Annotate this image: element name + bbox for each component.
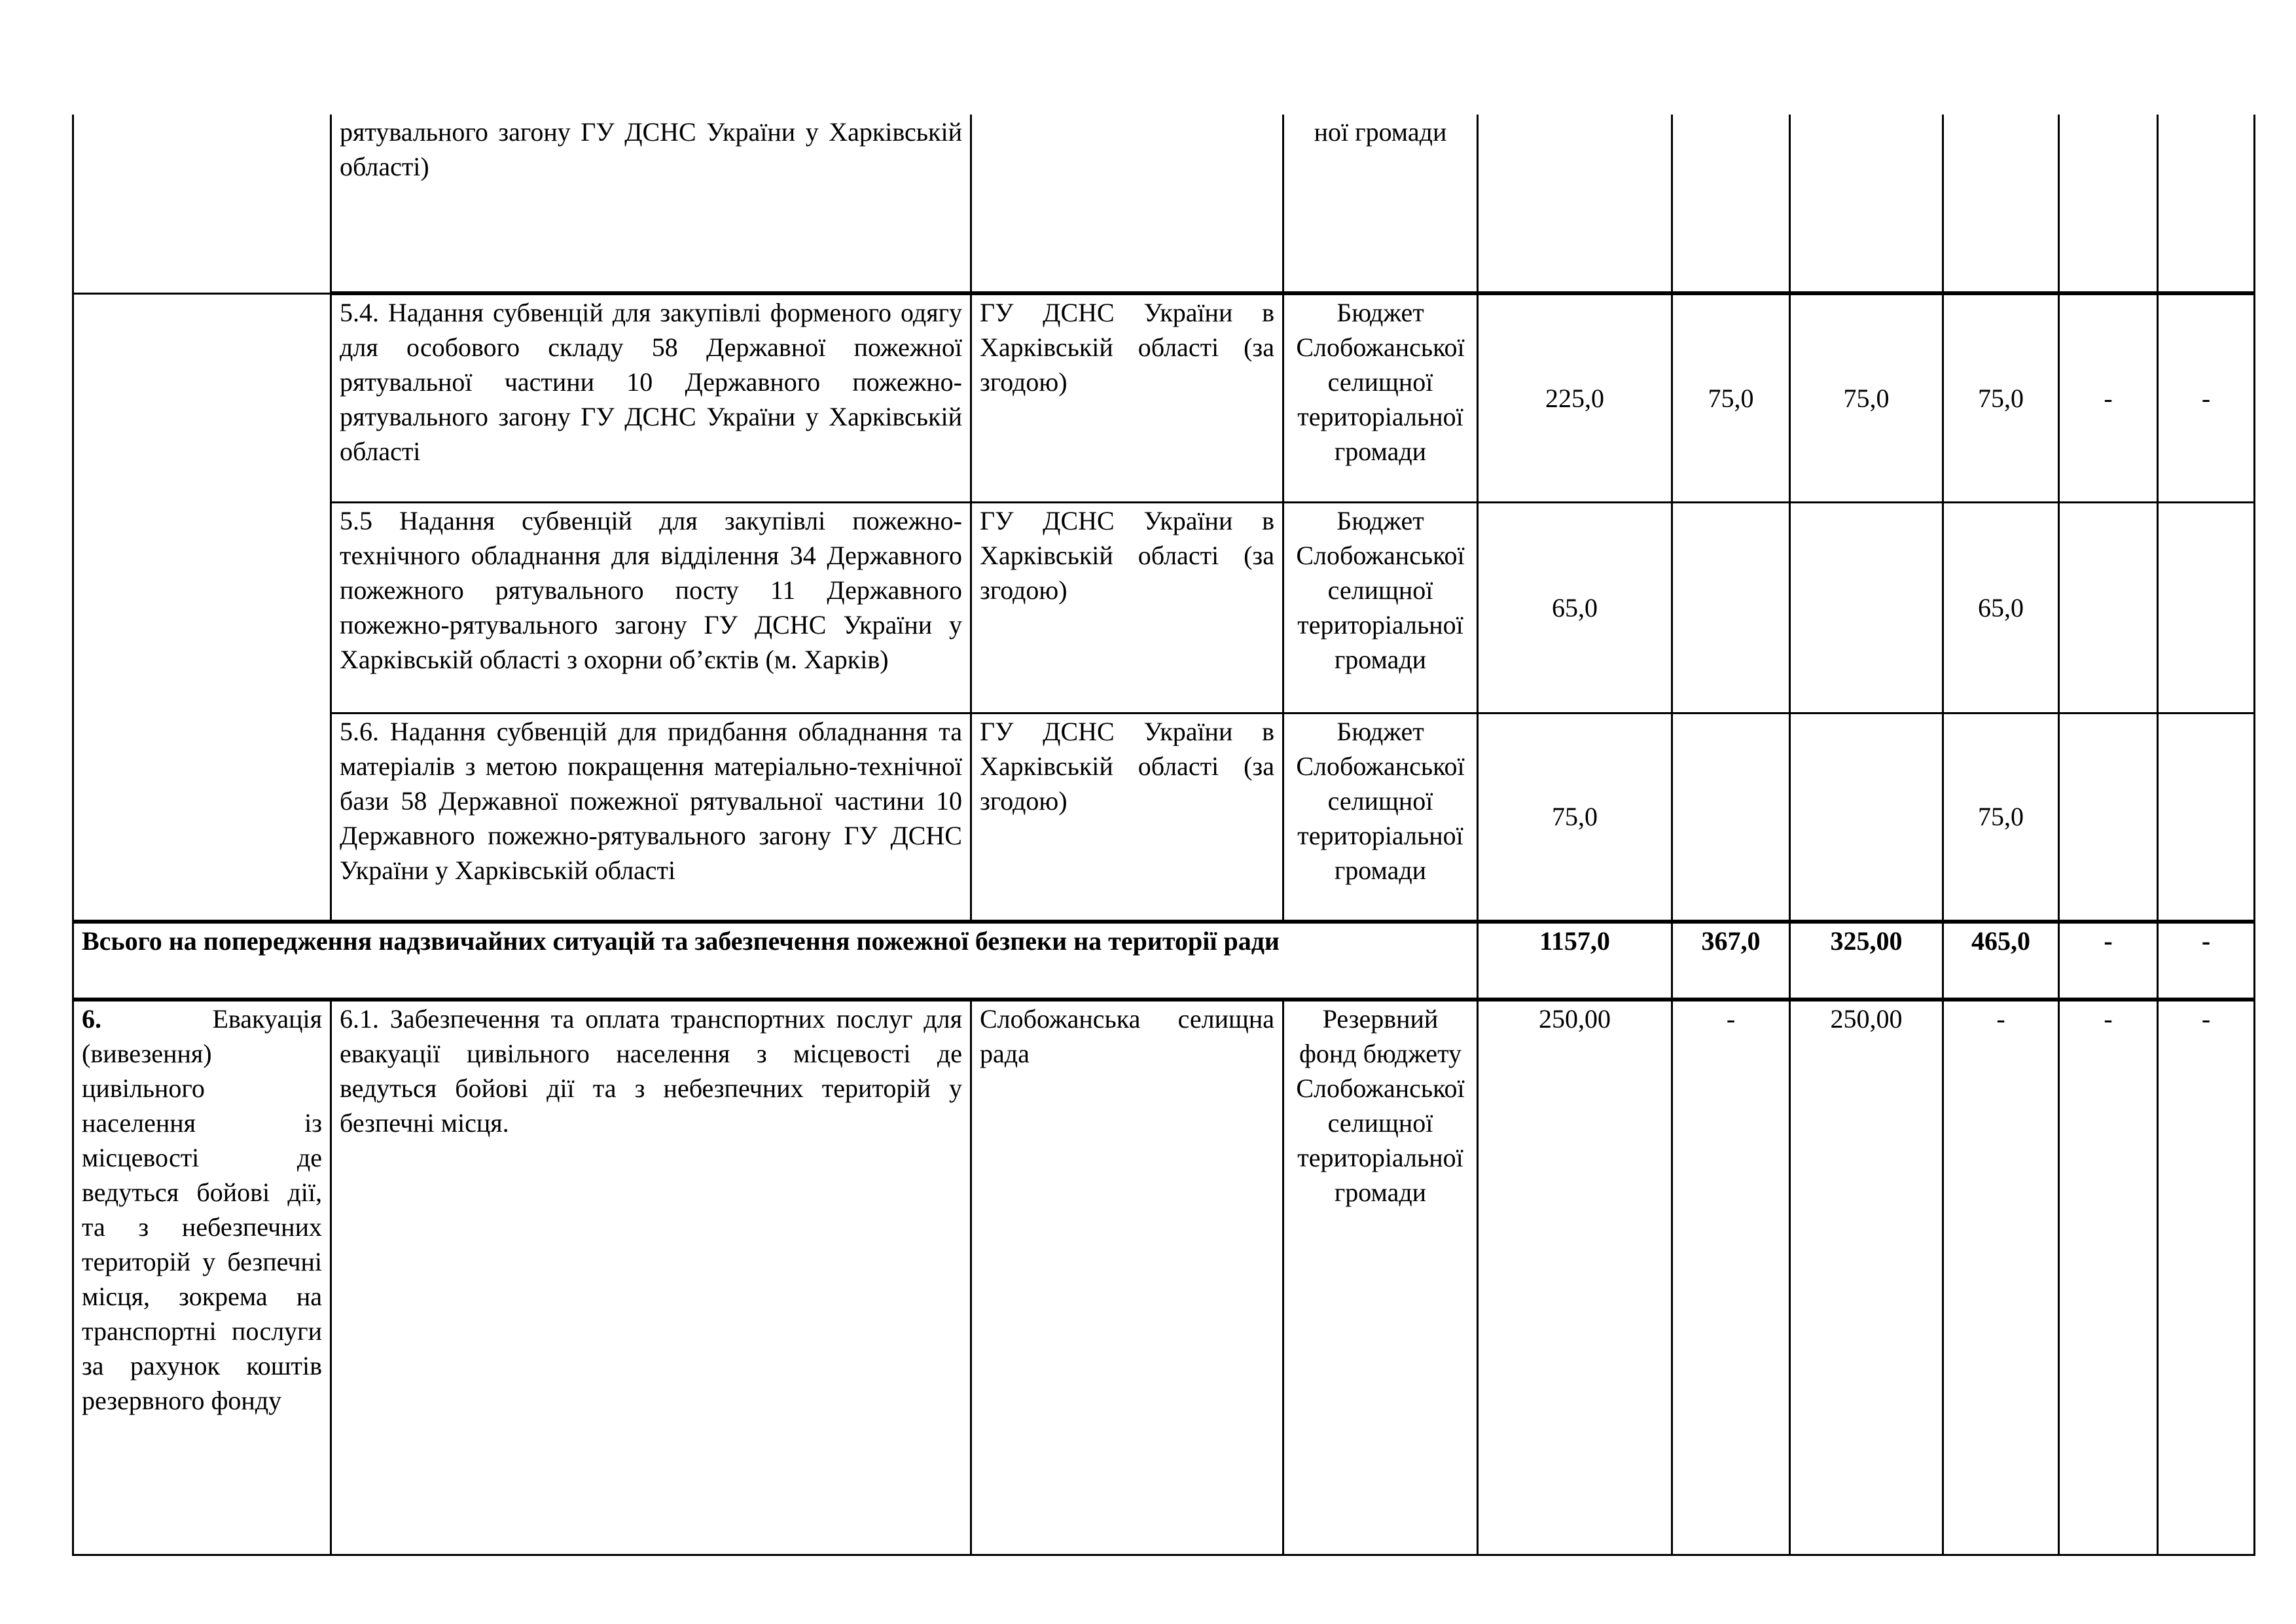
year2-cell bbox=[1790, 502, 1943, 713]
total-cell: 225,0 bbox=[1478, 293, 1672, 502]
year5-cell bbox=[2158, 502, 2255, 713]
activity-cell: 5.4. Надання субвенцій для закупівлі форменого одягу для особового складу 58 Державної пожежної рятувальної частини 10 Державного пожежно-рятувального загону ГУ ДСНС України у Харківській області bbox=[331, 293, 971, 502]
year4-cell bbox=[2059, 713, 2158, 922]
year1-cell bbox=[1672, 713, 1790, 922]
total-cell: 75,0 bbox=[1478, 713, 1672, 922]
total-cell: 65,0 bbox=[1478, 502, 1672, 713]
subtotal-total: 1157,0 bbox=[1478, 922, 1672, 1000]
year1-cell: - bbox=[1672, 1000, 1790, 1555]
year4-cell: - bbox=[2059, 1000, 2158, 1555]
year3-cell: 75,0 bbox=[1943, 713, 2059, 922]
source-cell: ної громади bbox=[1283, 115, 1478, 293]
year1-cell: 75,0 bbox=[1672, 293, 1790, 502]
subtotal-year4: - bbox=[2059, 922, 2158, 1000]
year3-cell: 75,0 bbox=[1943, 293, 2059, 502]
task-cell bbox=[73, 1000, 331, 1555]
year5-cell: - bbox=[2158, 293, 2255, 502]
activity-cell: 6.1. Забезпечення та оплата транспортних послуг для евакуації цивільного населення з місцевості де ведуться бойові дії та з небезпечних територій у безпечні місця. bbox=[331, 1000, 971, 1555]
subtotal-year3: 465,0 bbox=[1943, 922, 2059, 1000]
year2-cell: 250,00 bbox=[1790, 1000, 1943, 1555]
year1-cell bbox=[1672, 502, 1790, 713]
subtotal-year5: - bbox=[2158, 922, 2255, 1000]
year5-cell: - bbox=[2158, 1000, 2255, 1555]
year4-cell: - bbox=[2059, 293, 2158, 502]
program-measures-table bbox=[72, 115, 2255, 1556]
year5-cell bbox=[2158, 713, 2255, 922]
year4-cell bbox=[2059, 502, 2158, 713]
table-row bbox=[73, 502, 2255, 713]
task-cell bbox=[73, 115, 331, 293]
subtotal-label: Всього на попередження надзвичайних ситуацій та забезпечення пожежної безпеки на території ради bbox=[73, 922, 1478, 1000]
total-cell: 250,00 bbox=[1478, 1000, 1672, 1555]
year3-cell: - bbox=[1943, 1000, 2059, 1555]
activity-cell: рятувального загону ГУ ДСНС України у Харківській області) bbox=[331, 115, 971, 293]
year2-cell bbox=[1790, 115, 1943, 293]
section-title: Евакуація (вивезення) цивільного населення із місцевості де ведуться бойові дії, та з небезпечних територій у безпечні місця, зокрема на транспортні послуги за рахунок коштів резервного фонду bbox=[82, 1004, 322, 1415]
table-row bbox=[73, 713, 2255, 922]
executor-cell: ГУ ДСНС України в Харківській області (за згодою) bbox=[971, 713, 1283, 922]
activity-cell: 5.6. Надання субвенцій для придбання обладнання та матеріалів з метою покращення матеріально-технічної бази 58 Державної пожежної рятувальної частини 10 Державного пожежно-рятувального загону ГУ ДСНС України у Харківській області bbox=[331, 713, 971, 922]
section-6-row bbox=[73, 1000, 2255, 1555]
task-cell bbox=[73, 293, 331, 922]
total-cell bbox=[1478, 115, 1672, 293]
executor-cell: Слобожанська селищна рада bbox=[971, 1000, 1283, 1555]
year4-cell bbox=[2059, 115, 2158, 293]
executor-cell: ГУ ДСНС України в Харківській області (за згодою) bbox=[971, 502, 1283, 713]
executor-cell: ГУ ДСНС України в Харківській області (за згодою) bbox=[971, 293, 1283, 502]
table-row bbox=[73, 293, 2255, 502]
year2-cell: 75,0 bbox=[1790, 293, 1943, 502]
executor-cell bbox=[971, 115, 1283, 293]
year3-cell: 65,0 bbox=[1943, 502, 2059, 713]
source-cell: Бюджет Слобожанської селищної територіальної громади bbox=[1283, 502, 1478, 713]
source-cell: Бюджет Слобожанської селищної територіальної громади bbox=[1283, 293, 1478, 502]
table-row bbox=[73, 115, 2255, 293]
subtotal-row bbox=[73, 922, 2255, 1000]
source-cell: Бюджет Слобожанської селищної територіальної громади bbox=[1283, 713, 1478, 922]
subtotal-year1: 367,0 bbox=[1672, 922, 1790, 1000]
source-cell: Резервний фонд бюджету Слобожанської селищної територіальної громади bbox=[1283, 1000, 1478, 1555]
activity-cell: 5.5 Надання субвенцій для закупівлі пожежно-технічного обладнання для відділення 34 Державного пожежного рятувального посту 11 Державного пожежно-рятувального загону ГУ ДСНС України у Харківській області з охорни об’єктів (м. Харків) bbox=[331, 502, 971, 713]
year3-cell bbox=[1943, 115, 2059, 293]
year5-cell bbox=[2158, 115, 2255, 293]
section-number: 6. bbox=[82, 1004, 101, 1034]
year1-cell bbox=[1672, 115, 1790, 293]
subtotal-year2: 325,00 bbox=[1790, 922, 1943, 1000]
year2-cell bbox=[1790, 713, 1943, 922]
